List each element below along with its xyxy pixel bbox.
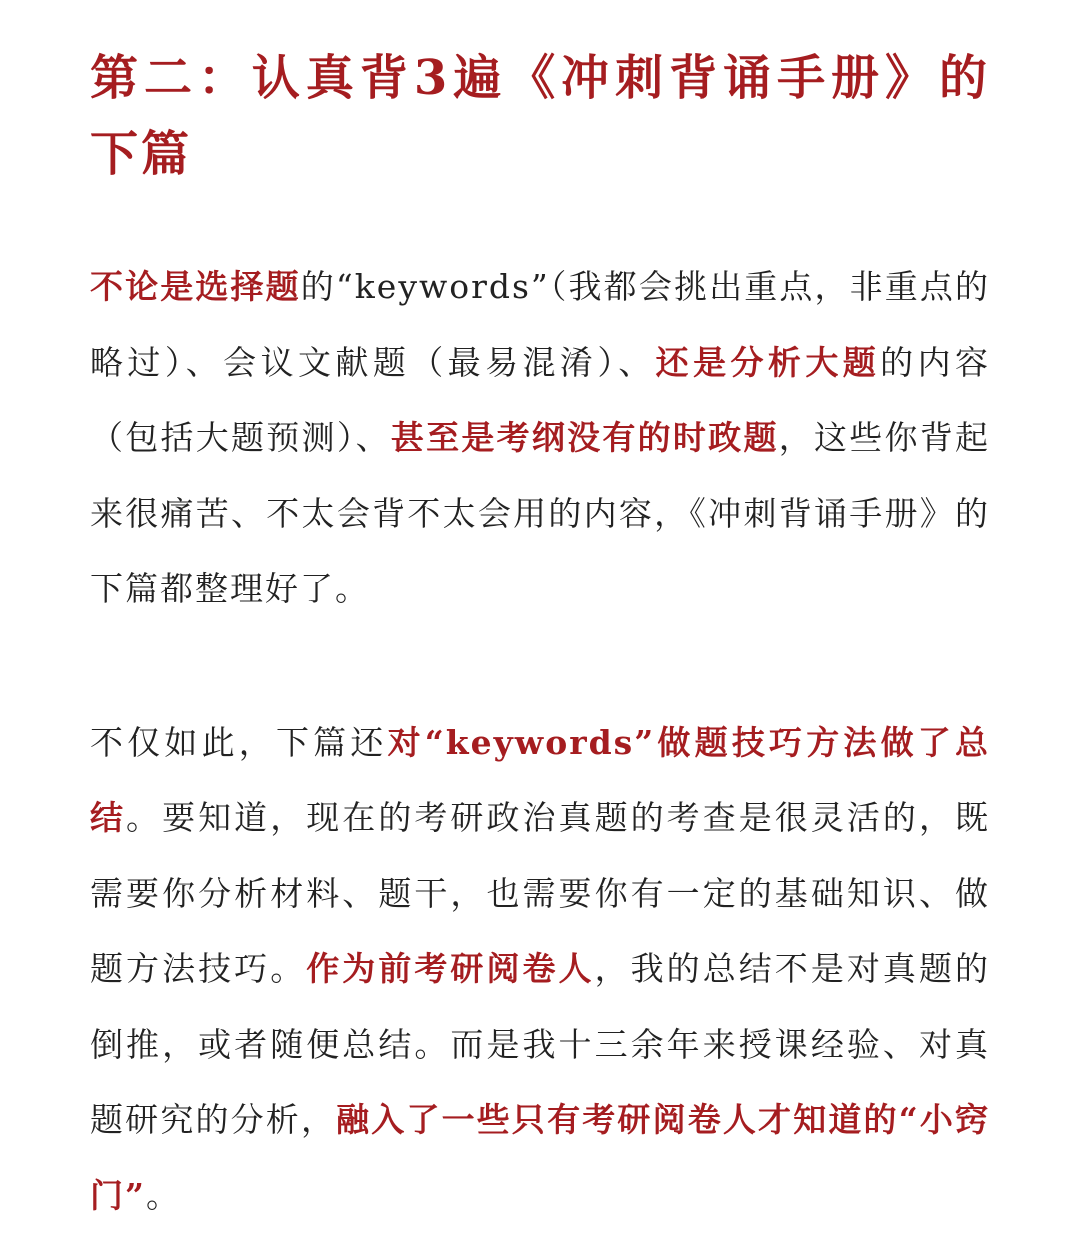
paragraph-2	[90, 705, 990, 1234]
text-period: 。	[145, 1175, 181, 1215]
highlight-analysis-questions: 还是分析大题	[655, 342, 881, 382]
paragraph-1	[90, 249, 990, 627]
text-major-question-forecast: 的内容（包括大题预测）、	[90, 342, 991, 457]
text-teaching-experience: ，我的总结不是对真题的倒推，或者随便总结。而是我十三余年来授课经验、对真题研究的分析，	[90, 949, 991, 1139]
text-exam-flexibility: 。要知道，现在的考研政治真题的考查是很灵活的，既需要你分析材料、题干，也需要你有一定的基础知识、做题方法技巧。	[90, 798, 991, 988]
highlight-choice-questions: 不论是选择题	[90, 267, 301, 306]
highlight-keywords-techniques: 对“keywords”做题技巧方法做了总结	[90, 722, 990, 837]
text-manual-summary: ，这些你背起来很痛苦、不太会背不太会用的内容，《冲刺背诵手册》的下篇都整理好了。	[90, 418, 991, 608]
highlight-current-affairs: 甚至是考纲没有的时政题	[390, 418, 779, 457]
text-keywords-and-documents: 的“keywords”（我都会挑出重点，非重点的略过）、会议文献题（最易混淆）、	[90, 267, 991, 382]
highlight-insider-tips: 融入了一些只有考研阅卷人才知道的“小窍门”	[90, 1100, 990, 1215]
highlight-former-grader: 作为前考研阅卷人	[306, 949, 595, 988]
section-heading: 第二：认真背3遍《冲刺背诵手册》的下篇	[90, 50, 990, 182]
text-moreover: 不仅如此，下篇还	[90, 722, 388, 762]
